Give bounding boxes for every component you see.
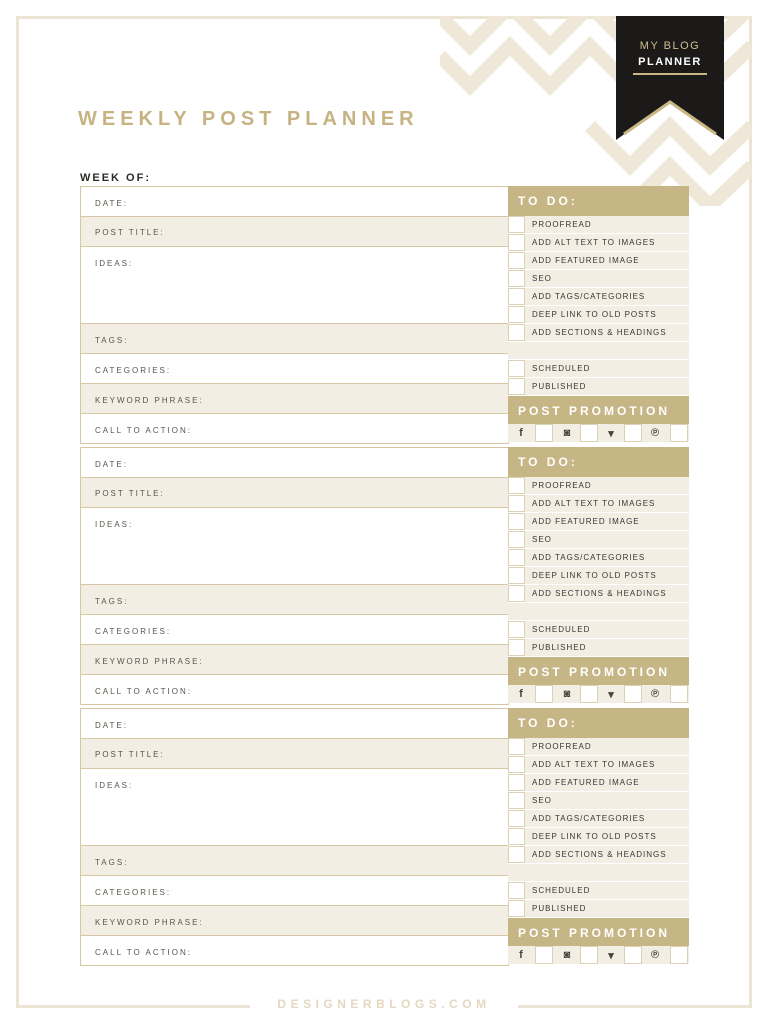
task-item[interactable] bbox=[508, 513, 689, 531]
facebook-icon: f bbox=[512, 424, 530, 442]
field-label: CALL TO ACTION: bbox=[95, 687, 192, 696]
field-label: DATE: bbox=[95, 721, 128, 730]
promotion-checkbox[interactable] bbox=[624, 424, 642, 442]
checkbox[interactable] bbox=[508, 495, 525, 512]
task-item[interactable] bbox=[508, 270, 689, 288]
field-row[interactable] bbox=[80, 324, 509, 354]
task-label: ADD ALT TEXT TO IMAGES bbox=[532, 760, 656, 769]
checkbox[interactable] bbox=[508, 567, 525, 584]
checkbox[interactable] bbox=[508, 531, 525, 548]
task-label: SCHEDULED bbox=[532, 886, 591, 895]
task-item[interactable] bbox=[508, 288, 689, 306]
pinterest-icon: ℗ bbox=[646, 424, 664, 442]
field-label: DATE: bbox=[95, 460, 128, 469]
field-label: KEYWORD PHRASE: bbox=[95, 918, 204, 927]
field-row[interactable] bbox=[80, 708, 509, 739]
checkbox[interactable] bbox=[508, 288, 525, 305]
task-label: PUBLISHED bbox=[532, 904, 587, 913]
field-row[interactable] bbox=[80, 414, 509, 444]
checkbox[interactable] bbox=[508, 774, 525, 791]
field-label: CATEGORIES: bbox=[95, 366, 172, 375]
field-label: TAGS: bbox=[95, 858, 129, 867]
promotion-checkbox[interactable] bbox=[580, 424, 598, 442]
checkbox[interactable] bbox=[508, 882, 525, 899]
task-label: PROOFREAD bbox=[532, 481, 592, 490]
task-label: SEO bbox=[532, 274, 552, 283]
field-row[interactable] bbox=[80, 906, 509, 936]
instagram-icon: ◙ bbox=[558, 946, 576, 964]
checkbox[interactable] bbox=[508, 828, 525, 845]
promotion-checkbox[interactable] bbox=[580, 685, 598, 703]
field-row[interactable] bbox=[80, 186, 509, 217]
task-label: PUBLISHED bbox=[532, 643, 587, 652]
task-label: DEEP LINK TO OLD POSTS bbox=[532, 832, 657, 841]
field-row[interactable] bbox=[80, 217, 509, 247]
task-label: ADD TAGS/CATEGORIES bbox=[532, 814, 646, 823]
checkbox[interactable] bbox=[508, 477, 525, 494]
task-item[interactable] bbox=[508, 234, 689, 252]
promotion-heading-text: POST PROMOTION bbox=[518, 926, 671, 940]
promotion-heading-text: POST PROMOTION bbox=[518, 404, 671, 418]
pinterest-icon: ℗ bbox=[646, 685, 664, 703]
promotion-checkbox[interactable] bbox=[624, 685, 642, 703]
checkbox[interactable] bbox=[508, 585, 525, 602]
page-title: WEEKLY POST PLANNER bbox=[78, 108, 419, 130]
task-item[interactable] bbox=[508, 900, 689, 918]
field-row[interactable] bbox=[80, 645, 509, 675]
checkbox[interactable] bbox=[508, 378, 525, 395]
task-item[interactable] bbox=[508, 567, 689, 585]
twitter-icon: ▾ bbox=[602, 946, 620, 964]
checkbox[interactable] bbox=[508, 252, 525, 269]
todo-heading bbox=[508, 447, 689, 477]
twitter-icon: ▾ bbox=[602, 685, 620, 703]
checkbox[interactable] bbox=[508, 639, 525, 656]
checkbox[interactable] bbox=[508, 270, 525, 287]
field-row[interactable] bbox=[80, 846, 509, 876]
social-row bbox=[508, 685, 689, 703]
field-row[interactable] bbox=[80, 876, 509, 906]
checkbox[interactable] bbox=[508, 324, 525, 341]
task-label: PUBLISHED bbox=[532, 382, 587, 391]
field-row[interactable] bbox=[80, 615, 509, 645]
checkbox[interactable] bbox=[508, 846, 525, 863]
todo-heading-text: TO DO: bbox=[518, 194, 578, 208]
badge-line1: MY BLOG bbox=[639, 40, 701, 52]
task-label: DEEP LINK TO OLD POSTS bbox=[532, 571, 657, 580]
pinterest-icon: ℗ bbox=[646, 946, 664, 964]
field-label: CATEGORIES: bbox=[95, 888, 172, 897]
field-label: POST TITLE: bbox=[95, 228, 165, 237]
facebook-icon: f bbox=[512, 685, 530, 703]
task-item[interactable] bbox=[508, 846, 689, 864]
field-label: IDEAS: bbox=[95, 520, 134, 529]
field-row[interactable] bbox=[80, 936, 509, 966]
task-item[interactable] bbox=[508, 531, 689, 549]
footer-site: DESIGNERBLOGS.COM bbox=[277, 997, 491, 1011]
promotion-checkbox[interactable] bbox=[535, 685, 553, 703]
task-item[interactable] bbox=[508, 324, 689, 342]
badge-line2: PLANNER bbox=[638, 56, 702, 68]
field-label: KEYWORD PHRASE: bbox=[95, 657, 204, 666]
todo-heading-text: TO DO: bbox=[518, 716, 578, 730]
checkbox[interactable] bbox=[508, 513, 525, 530]
checkbox[interactable] bbox=[508, 738, 525, 755]
ribbon-badge bbox=[616, 16, 724, 140]
field-row[interactable] bbox=[80, 585, 509, 615]
promotion-checkbox[interactable] bbox=[670, 946, 688, 964]
promotion-checkbox[interactable] bbox=[624, 946, 642, 964]
task-item[interactable] bbox=[508, 810, 689, 828]
field-label: POST TITLE: bbox=[95, 489, 165, 498]
task-spacer bbox=[508, 342, 689, 360]
task-spacer bbox=[508, 864, 689, 882]
social-row bbox=[508, 424, 689, 442]
field-row[interactable] bbox=[80, 354, 509, 384]
field-row[interactable] bbox=[80, 384, 509, 414]
field-row[interactable] bbox=[80, 247, 509, 324]
field-label: DATE: bbox=[95, 199, 128, 208]
promotion-heading bbox=[508, 396, 689, 424]
checkbox[interactable] bbox=[508, 234, 525, 251]
checkbox[interactable] bbox=[508, 549, 525, 566]
task-item[interactable] bbox=[508, 756, 689, 774]
twitter-icon: ▾ bbox=[602, 424, 620, 442]
field-row[interactable] bbox=[80, 739, 509, 769]
task-label: SCHEDULED bbox=[532, 364, 591, 373]
task-label: ADD SECTIONS & HEADINGS bbox=[532, 850, 667, 859]
field-label: POST TITLE: bbox=[95, 750, 165, 759]
task-item[interactable] bbox=[508, 774, 689, 792]
field-row[interactable] bbox=[80, 447, 509, 478]
task-label: ADD TAGS/CATEGORIES bbox=[532, 292, 646, 301]
task-label: PROOFREAD bbox=[532, 220, 592, 229]
instagram-icon: ◙ bbox=[558, 685, 576, 703]
field-row[interactable] bbox=[80, 675, 509, 705]
promotion-checkbox[interactable] bbox=[535, 946, 553, 964]
field-label: CALL TO ACTION: bbox=[95, 426, 192, 435]
checkbox[interactable] bbox=[508, 810, 525, 827]
task-item[interactable] bbox=[508, 639, 689, 657]
promotion-checkbox[interactable] bbox=[535, 424, 553, 442]
task-item[interactable] bbox=[508, 306, 689, 324]
todo-heading bbox=[508, 186, 689, 216]
promotion-checkbox[interactable] bbox=[580, 946, 598, 964]
task-label: ADD FEATURED IMAGE bbox=[532, 517, 640, 526]
task-item[interactable] bbox=[508, 549, 689, 567]
task-item[interactable] bbox=[508, 738, 689, 756]
field-row[interactable] bbox=[80, 478, 509, 508]
field-label: IDEAS: bbox=[95, 259, 134, 268]
promotion-heading bbox=[508, 657, 689, 685]
checkbox[interactable] bbox=[508, 216, 525, 233]
field-label: KEYWORD PHRASE: bbox=[95, 396, 204, 405]
field-label: CATEGORIES: bbox=[95, 627, 172, 636]
checkbox[interactable] bbox=[508, 792, 525, 809]
task-label: ADD FEATURED IMAGE bbox=[532, 256, 640, 265]
task-label: ADD FEATURED IMAGE bbox=[532, 778, 640, 787]
task-item[interactable] bbox=[508, 378, 689, 396]
task-label: ADD SECTIONS & HEADINGS bbox=[532, 589, 667, 598]
task-item[interactable] bbox=[508, 585, 689, 603]
task-label: ADD TAGS/CATEGORIES bbox=[532, 553, 646, 562]
promotion-heading bbox=[508, 918, 689, 946]
task-label: SEO bbox=[532, 796, 552, 805]
checkbox[interactable] bbox=[508, 306, 525, 323]
task-item[interactable] bbox=[508, 360, 689, 378]
task-label: ADD ALT TEXT TO IMAGES bbox=[532, 499, 656, 508]
week-of-label: WEEK OF: bbox=[80, 172, 151, 184]
field-label: TAGS: bbox=[95, 597, 129, 606]
task-item[interactable] bbox=[508, 828, 689, 846]
social-row bbox=[508, 946, 689, 964]
task-label: ADD ALT TEXT TO IMAGES bbox=[532, 238, 656, 247]
task-item[interactable] bbox=[508, 216, 689, 234]
checkbox[interactable] bbox=[508, 900, 525, 917]
field-label: CALL TO ACTION: bbox=[95, 948, 192, 957]
task-item[interactable] bbox=[508, 882, 689, 900]
todo-heading-text: TO DO: bbox=[518, 455, 578, 469]
task-label: SCHEDULED bbox=[532, 625, 591, 634]
promotion-checkbox[interactable] bbox=[670, 685, 688, 703]
checkbox[interactable] bbox=[508, 360, 525, 377]
task-spacer bbox=[508, 603, 689, 621]
checkbox[interactable] bbox=[508, 756, 525, 773]
facebook-icon: f bbox=[512, 946, 530, 964]
field-row[interactable] bbox=[80, 508, 509, 585]
field-label: IDEAS: bbox=[95, 781, 134, 790]
promotion-checkbox[interactable] bbox=[670, 424, 688, 442]
badge-rule bbox=[633, 73, 707, 75]
todo-heading bbox=[508, 708, 689, 738]
task-item[interactable] bbox=[508, 477, 689, 495]
task-label: DEEP LINK TO OLD POSTS bbox=[532, 310, 657, 319]
task-label: ADD SECTIONS & HEADINGS bbox=[532, 328, 667, 337]
field-row[interactable] bbox=[80, 769, 509, 846]
promotion-heading-text: POST PROMOTION bbox=[518, 665, 671, 679]
checkbox[interactable] bbox=[508, 621, 525, 638]
task-item[interactable] bbox=[508, 252, 689, 270]
task-item[interactable] bbox=[508, 621, 689, 639]
task-label: PROOFREAD bbox=[532, 742, 592, 751]
task-label: SEO bbox=[532, 535, 552, 544]
field-label: TAGS: bbox=[95, 336, 129, 345]
task-item[interactable] bbox=[508, 792, 689, 810]
task-item[interactable] bbox=[508, 495, 689, 513]
instagram-icon: ◙ bbox=[558, 424, 576, 442]
